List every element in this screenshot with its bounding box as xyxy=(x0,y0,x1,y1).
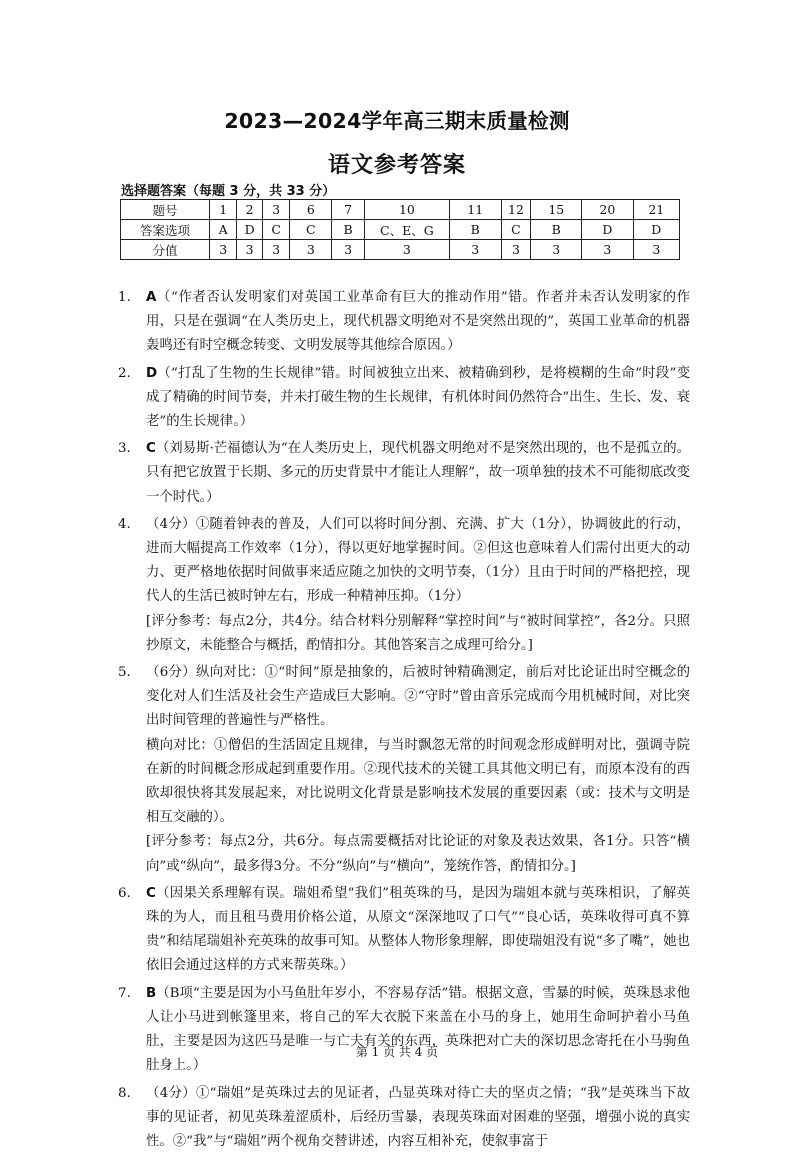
question-number-cell: 15 xyxy=(531,200,582,220)
answer-explanations xyxy=(118,286,690,1157)
score-cell: 3 xyxy=(332,240,364,260)
answer-row xyxy=(121,220,680,240)
exam-title: 2023—2024学年高三期末质量检测 xyxy=(224,109,570,133)
explanation: （B项“主要是因为小马鱼肚年岁小，不容易存活”错。根据文意，雪暴的时候，英珠恳求他人让小马进到帐篷里来，将自己的军大衣脱下来盖在小马的身上，她用生命呵护着小马鱼肚，主要是因为这匹马是唯一与亡夫有关的东西，英珠把对亡夫的深切思念寄托在小马驹鱼肚身上。） xyxy=(146,985,690,1074)
answer-letter: D xyxy=(146,365,158,381)
question-number: 6. xyxy=(118,885,131,901)
answer-cell: C xyxy=(501,220,531,240)
score-cell: 3 xyxy=(290,240,332,260)
answer-cell: C xyxy=(290,220,332,240)
score-cell: 3 xyxy=(210,240,237,260)
question-number-cell: 10 xyxy=(364,200,449,220)
explanation: （“作者否认发明家们对英国工业革命有巨大的推动作用”错。作者并未否认发明家的作用，只是在强调“在人类历史上，现代机器文明绝对不是突然出现的”，英国工业革命的机器轰鸣还有时空概念转变、文明发展等其他综合原因。） xyxy=(146,290,690,354)
score-cell: 3 xyxy=(582,240,634,260)
question-text xyxy=(146,982,690,1079)
score-cell: 3 xyxy=(262,240,289,260)
answer-text: （4分）①“瑞姐”是英珠过去的见证者，凸显英珠对待亡夫的坚贞之情；“我”是英珠当下故事的见证者，初见英珠羞涩质朴，后经历雪暴，表现英珠面对困难的坚强，增强小说的真实性。②“我”与“瑞姐”两个视角交替讲述，内容互相补充，使叙事富于 xyxy=(146,1085,690,1149)
score-cell: 3 xyxy=(633,240,679,260)
page-footer: 第 1 页 共 4 页 xyxy=(355,1045,439,1059)
question-6 xyxy=(118,882,690,979)
question-7 xyxy=(118,982,690,1079)
explanation: （“打乱了生物的生长规律”错。时间被独立出来、被精确到秒，是将模糊的生命“时段”变成了精确的时间节奏，并未打破生物的生长规律，有机体时间仍然符合“出生、生长、发、衰老”的生长规律。） xyxy=(146,365,690,430)
question-number: 5. xyxy=(118,665,131,681)
answer-letter: C xyxy=(146,885,156,901)
score-cell: 3 xyxy=(449,240,501,260)
question-2 xyxy=(118,362,690,435)
table-caption: 选择题答案（每题 3 分，共 33 分） xyxy=(121,184,336,199)
question-number: 7. xyxy=(118,985,131,1001)
answer-cell: D xyxy=(237,220,263,240)
question-text xyxy=(146,286,690,359)
question-number: 8. xyxy=(118,1085,131,1101)
question-text xyxy=(146,437,690,510)
answer-key-title: 语文参考答案 xyxy=(327,153,466,178)
answer-cell: D xyxy=(582,220,634,240)
answer-cell: B xyxy=(332,220,364,240)
question-number-cell: 11 xyxy=(449,200,501,220)
answer-letter: C xyxy=(146,441,156,457)
answer-letter: A xyxy=(146,290,157,305)
question-4 xyxy=(118,513,690,658)
question-number-cell: 2 xyxy=(237,200,263,220)
question-number: 2. xyxy=(118,365,131,381)
answer-text: 横向对比：①僧侣的生活固定且规律，与当时飘忽无常的时间观念形成鲜明对比，强调寺院在新的时间概念形成起到重要作用。②现代技术的关键工具其他文明已有，而原本没有的西欧却很快将其发展起来，对比说明文化背景是影响技术发展的重要因素（或：技术与文明是相互交融的）。 xyxy=(146,737,690,826)
explanation: （因果关系理解有误。瑞姐希望“我们”租英珠的马，是因为瑞姐本就与英珠相识，了解英珠的为人，而且租马费用价格公道，从原文“深深地叹了口气”“良心话，英珠收得可真不算贵”和结尾瑞姐补充英珠的故事可知。从整体人物形象理解，即使瑞姐没有说“多了嘴”，她也依旧会通过这样的方式来帮英珠。） xyxy=(146,885,690,974)
question-number: 1. xyxy=(118,290,131,305)
question-number-cell: 12 xyxy=(501,200,531,220)
answer-table xyxy=(120,199,680,260)
answer-cell: C xyxy=(262,220,289,240)
question-text xyxy=(146,362,690,435)
score-row xyxy=(121,240,680,260)
score-cell: 3 xyxy=(237,240,263,260)
row-label: 答案选项 xyxy=(121,220,210,240)
score-cell: 3 xyxy=(501,240,531,260)
answer-letter: B xyxy=(146,985,157,1001)
scoring-note: [评分参考：每点2分，共4分。结合材料分别解释“掌控时间”与“被时间掌控”，各2分。只照抄原文，未能整合与概括，酌情扣分。其他答案言之成理可给分。] xyxy=(146,613,690,653)
score-cell: 3 xyxy=(531,240,582,260)
question-number: 3. xyxy=(118,441,131,457)
question-number-cell: 3 xyxy=(262,200,289,220)
answer-cell: D xyxy=(633,220,679,240)
question-number-cell: 21 xyxy=(633,200,679,220)
explanation: （刘易斯·芒福德认为“在人类历史上，现代机器文明绝对不是突然出现的，也不是孤立的。只有把它放置于长期、多元的历史背景中才能让人理解”，故一项单独的技术不可能彻底改变一个时代。） xyxy=(146,441,690,505)
question-number-cell: 1 xyxy=(210,200,237,220)
row-label: 分值 xyxy=(121,240,210,260)
question-8 xyxy=(118,1082,690,1155)
question-number-cell: 7 xyxy=(332,200,364,220)
answer-cell: A xyxy=(210,220,237,240)
answer-text: （4分）①随着钟表的普及，人们可以将时间分割、充满、扩大（1分），协调彼此的行动，进而大幅提高工作效率（1分），得以更好地掌握时间。②但这也意味着人们需付出更大的动力、更严格地依据时间做事来适应随之加快的文明节奏，（1分）且由于时间的严格把控，现代人的生活已被时钟左右，形成一种精神压抑。（1分） xyxy=(146,516,690,605)
answer-cell: C、E、G xyxy=(364,220,449,240)
question-number-cell: 6 xyxy=(290,200,332,220)
score-cell: 3 xyxy=(364,240,449,260)
question-3 xyxy=(118,437,690,510)
question-1 xyxy=(118,286,690,359)
scoring-note: [评分参考：每点2分，共6分。每点需要概括对比论证的对象及表达效果，各1分。只答“横向”或“纵向”，最多得3分。不分“纵向”与“横向”，笼统作答，酌情扣分。] xyxy=(146,834,690,874)
question-number-cell: 20 xyxy=(582,200,634,220)
row-label: 题号 xyxy=(121,200,210,220)
answer-cell: B xyxy=(449,220,501,240)
question-5 xyxy=(118,661,690,879)
question-number-row xyxy=(121,200,680,220)
question-text xyxy=(146,882,690,979)
answer-text: （6分）纵向对比：①“时间”原是抽象的，后被时钟精确测定，前后对比论证出时空概念的变化对人们生活及社会生产造成巨大影响。②“守时”曾由音乐完成而今用机械时间，对比突出时间管理的普遍性与严格性。 xyxy=(146,665,690,729)
question-number: 4. xyxy=(118,516,131,532)
answer-cell: B xyxy=(531,220,582,240)
